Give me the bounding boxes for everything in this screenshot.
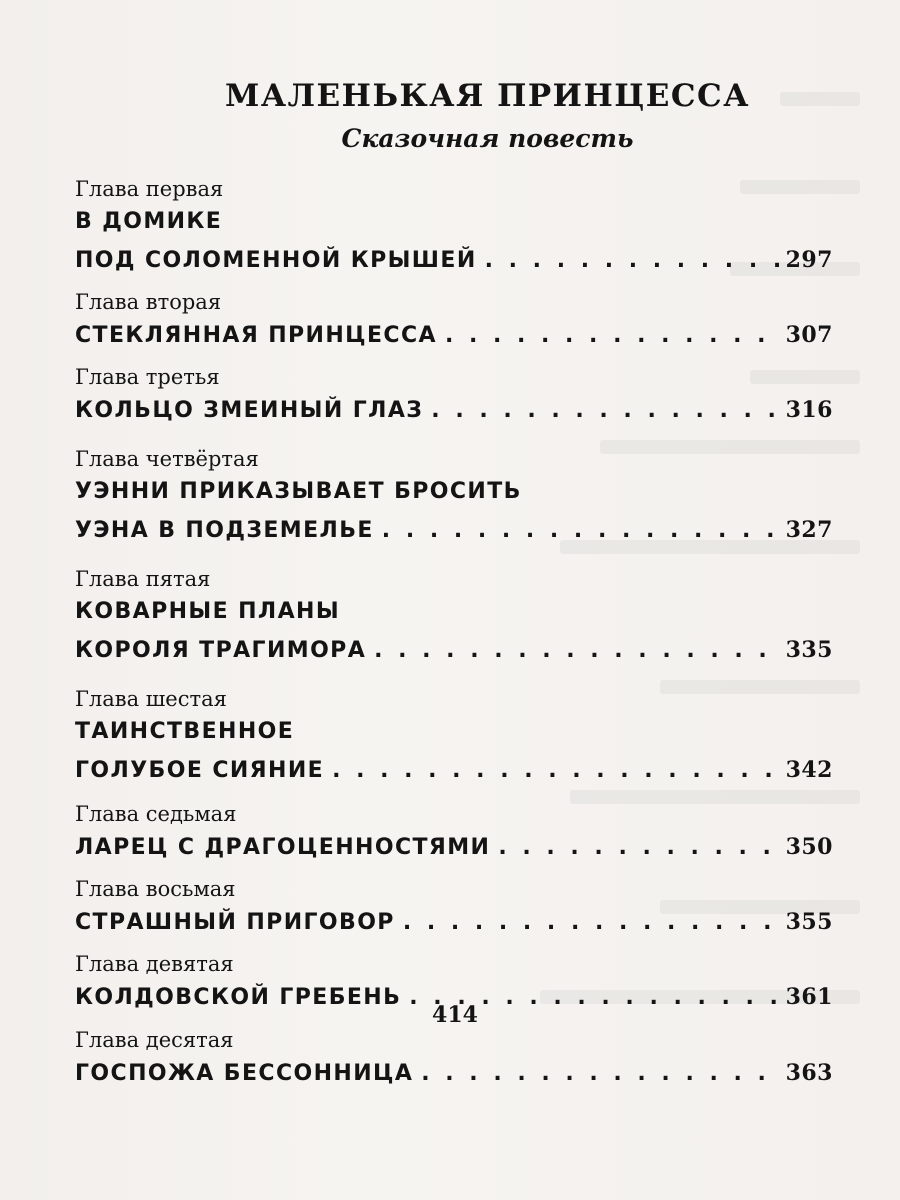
chapter-title-line	[75, 203, 833, 241]
dot-leader	[403, 904, 782, 942]
dot-leader	[498, 829, 781, 867]
toc-entry	[75, 801, 833, 866]
chapter-title: СТЕКЛЯННАЯ ПРИНЦЕССА	[75, 323, 437, 348]
chapter-title: УЭННИ ПРИКАЗЫВАЕТ БРОСИТЬ	[75, 479, 522, 504]
chapter-page-number: 363	[785, 1060, 833, 1086]
chapter-title-line	[75, 473, 833, 511]
chapter-title-line	[75, 713, 833, 751]
chapter-title-line	[75, 511, 833, 549]
dot-leader	[382, 512, 782, 550]
chapter-title: ЛАРЕЦ С ДРАГОЦЕННОСТЯМИ	[75, 835, 491, 860]
chapter-title: ПОД СОЛОМЕННОЙ КРЫШЕЙ	[75, 248, 477, 273]
dot-leader	[421, 1055, 781, 1093]
chapter-title: УЭНА В ПОДЗЕМЕЛЬЕ	[75, 518, 374, 543]
story-title: МАЛЕНЬКАЯ ПРИНЦЕССА	[225, 78, 750, 114]
chapter-title-line	[75, 241, 833, 279]
toc-entry	[75, 364, 833, 429]
chapter-title: ГОСПОЖА БЕССОННИЦА	[75, 1061, 414, 1086]
toc-entry	[75, 446, 833, 549]
chapter-label: Глава шестая	[75, 687, 227, 711]
dot-leader	[332, 752, 781, 790]
dot-leader	[431, 392, 781, 430]
chapter-title: КОЛЬЦО ЗМЕИНЫЙ ГЛАЗ	[75, 398, 424, 423]
dot-leader	[374, 632, 781, 670]
chapter-title-line	[75, 316, 833, 354]
chapter-label: Глава четвёртая	[75, 447, 259, 471]
chapter-title: КОЛДОВСКОЙ ГРЕБЕНЬ	[75, 985, 402, 1010]
chapter-title: КОВАРНЫЕ ПЛАНЫ	[75, 599, 341, 624]
chapter-page-number: 335	[785, 637, 833, 663]
toc-entry	[75, 289, 833, 354]
chapter-title: В ДОМИКЕ	[75, 209, 223, 234]
chapter-title: СТРАШНЫЙ ПРИГОВОР	[75, 910, 395, 935]
chapter-title-line	[75, 593, 833, 631]
chapter-page-number: 355	[785, 909, 833, 935]
chapter-title-line	[75, 751, 833, 789]
chapter-label: Глава десятая	[75, 1028, 234, 1052]
table-of-contents	[75, 166, 833, 1092]
chapter-page-number: 350	[785, 834, 833, 860]
chapter-page-number: 327	[785, 517, 833, 543]
dot-leader	[445, 317, 782, 355]
chapter-title-line	[75, 1054, 833, 1092]
chapter-title-line	[75, 391, 833, 429]
chapter-label: Глава восьмая	[75, 877, 236, 901]
chapter-label: Глава первая	[75, 177, 224, 201]
page-number: 414	[432, 1002, 478, 1028]
chapter-page-number: 342	[785, 757, 833, 783]
chapter-label: Глава вторая	[75, 290, 222, 314]
chapter-title-line	[75, 828, 833, 866]
toc-entry	[75, 1027, 833, 1092]
chapter-title: КОРОЛЯ ТРАГИМОРА	[75, 638, 367, 663]
chapter-title-line	[75, 631, 833, 669]
chapter-label: Глава пятая	[75, 567, 211, 591]
chapter-title-line	[75, 903, 833, 941]
chapter-label: Глава седьмая	[75, 802, 237, 826]
chapter-page-number: 361	[785, 984, 833, 1010]
chapter-title: ТАИНСТВЕННОЕ	[75, 719, 295, 744]
toc-entry	[75, 876, 833, 941]
chapter-label: Глава третья	[75, 365, 220, 389]
toc-entry	[75, 686, 833, 789]
dot-leader	[485, 242, 782, 280]
chapter-label: Глава девятая	[75, 952, 234, 976]
toc-entry	[75, 566, 833, 669]
chapter-page-number: 316	[785, 397, 833, 423]
story-subtitle: Сказочная повесть	[341, 124, 634, 153]
chapter-page-number: 307	[785, 322, 833, 348]
chapter-page-number: 297	[785, 247, 833, 273]
chapter-title: ГОЛУБОЕ СИЯНИЕ	[75, 758, 325, 783]
toc-entry	[75, 176, 833, 279]
